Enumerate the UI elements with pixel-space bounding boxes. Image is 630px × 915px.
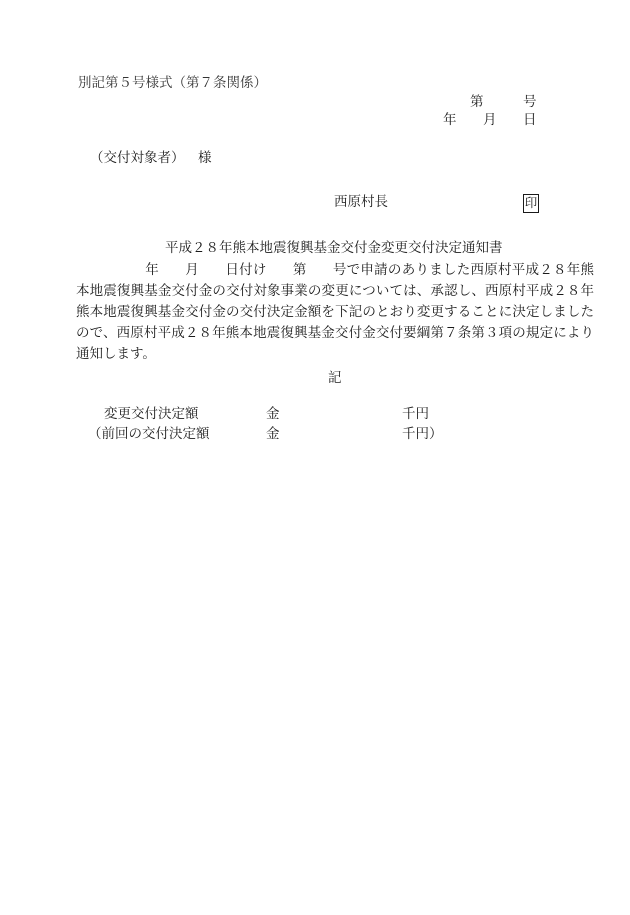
date-month: 月 <box>483 112 497 128</box>
document-number-suffix: 号 <box>523 94 537 110</box>
date-year: 年 <box>443 112 457 128</box>
note-heading: 記 <box>328 370 342 386</box>
body-number-prefix: 第 <box>292 262 307 278</box>
issuer-title: 西原村長 <box>334 194 388 210</box>
amount-currency: 金 <box>266 406 280 422</box>
amount-unit: 千円） <box>402 426 443 442</box>
seal-stamp: 印 <box>523 194 539 213</box>
amount-label: （前回の交付決定額 <box>88 426 210 442</box>
addressee-label: （交付対象者） <box>90 150 185 166</box>
document-title: 平成２８年熊本地震復興基金交付金変更交付決定通知書 <box>165 240 503 256</box>
body-dated: 日付け <box>225 262 267 278</box>
amount-currency: 金 <box>266 426 280 442</box>
document-body <box>76 260 594 365</box>
amount-unit: 千円 <box>402 406 429 422</box>
form-reference: 別記第５号様式（第７条関係） <box>78 75 267 91</box>
date-day: 日 <box>523 112 537 128</box>
body-month: 月 <box>185 262 200 278</box>
body-text: 号で申請のありました西原村平成２８年熊本地震復興基金交付金の交付対象事業の変更については、承認し、西原村平成２８年熊本地震復興基金交付金の交付決定金額を下記のとおり変更することに決定しましたので、西原村平成２８年熊本地震復興基金交付金交付要綱第７条第３項の規定により通知します。 <box>76 262 595 362</box>
document-number-prefix: 第 <box>470 94 484 110</box>
addressee-honorific: 様 <box>198 150 212 166</box>
body-year: 年 <box>145 262 160 278</box>
amount-label: 変更交付決定額 <box>104 406 199 422</box>
